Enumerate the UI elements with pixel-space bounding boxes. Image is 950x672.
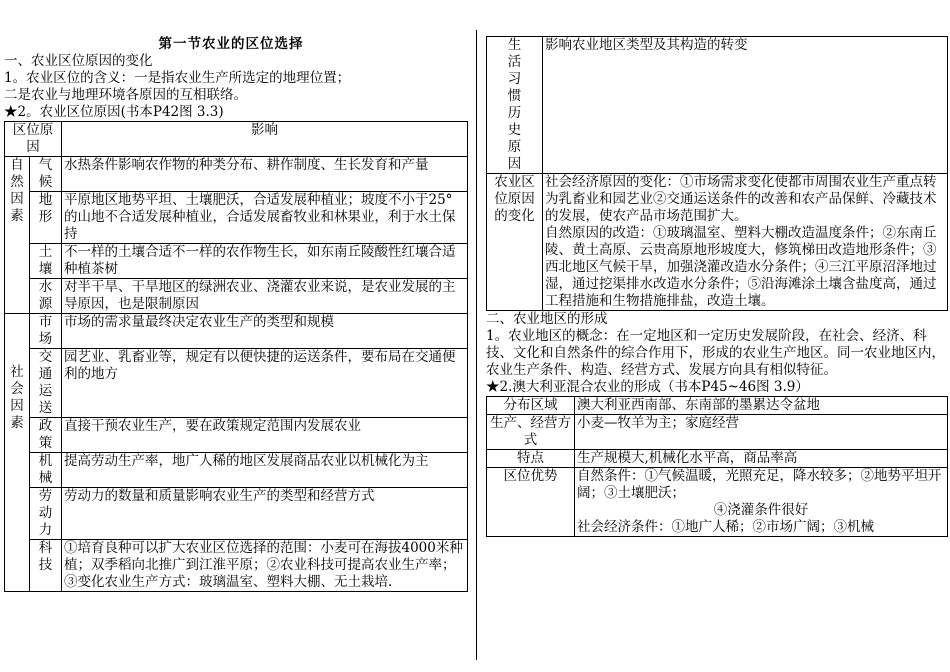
table-row: [5, 540, 468, 592]
change-table: [486, 36, 948, 311]
row-value: 生产规模大,机械化水平高，商品率高: [575, 450, 948, 468]
row-value: 市场的需求量最终决定农业生产的类型和规模: [62, 314, 468, 349]
social-economic-conditions: 社会经济条件：①地广人稀；②市场广阔；③机械: [577, 519, 874, 535]
row-key: 区位优势: [487, 468, 575, 537]
row-key-factor-change: 农业区位原因的变化: [487, 174, 543, 311]
table-row: [487, 415, 948, 450]
row-value: 对半干旱、干旱地区的绿洲农业、浇灌农业来说，是农业发展的主导原因，也是限制原因: [62, 279, 468, 314]
paragraph-australia-heading: ★2.澳大利亚混合农业的形成（书本P45~46图 3.9）: [486, 379, 809, 395]
table-row: [5, 244, 468, 279]
row-key: 科技: [30, 540, 62, 592]
table-row: [487, 37, 948, 174]
table-row: [5, 279, 468, 314]
paragraph-factors-heading: ★2。农业区位原因(书本P42图 3.3): [4, 104, 224, 120]
social-economic-change: 社会经济原因的变化：①市场需求变化使都市周围农业生产重点转为乳畜业和园艺业②交通运送条件的改善和农产品保鲜、冷藏技术的发展，使农产品市场范围扩大。: [545, 174, 937, 224]
table-row: [487, 397, 948, 415]
right-column: [486, 36, 948, 537]
row-value: 影响农业地区类型及其构造的转变: [543, 37, 948, 174]
row-key: 机械: [30, 453, 62, 488]
column-divider: [476, 30, 477, 660]
factor-table: [4, 121, 468, 592]
row-key: 市场: [30, 314, 62, 349]
row-value: 不一样的土壤合适不一样的农作物生长，如东南丘陵酸性红壤合适种植茶树: [62, 244, 468, 279]
natural-factor-change: 自然原因的改造：①玻璃温室、塑料大棚改造温度条件；②东南丘陵、黄土高原、云贵高原地形坡度大，修筑梯田改造地形条件；③西北地区气候干旱，加强浇灌改造水分条件；④三江平原沼泽地过湿，通过挖渠排水改造水分条件；⑤沿海滩涂土壤含盐度高，通过工程措施和生物措施排盐，改造土壤。: [545, 225, 937, 309]
table-row: [5, 192, 468, 244]
row-key: 特点: [487, 450, 575, 468]
row-value: [543, 174, 948, 311]
row-key: 水源: [30, 279, 62, 314]
table-row: [5, 157, 468, 192]
row-key: 生产、经营方式: [487, 415, 575, 450]
row-key-habit-history: 生活习惯历史原因: [487, 37, 543, 174]
table-row: [5, 488, 468, 540]
section-heading-1: 一、农业区位原因的变化: [4, 53, 153, 69]
table-header-row: [5, 122, 468, 157]
row-key: 分布区域: [487, 397, 575, 415]
row-value: 直接干预农业生产，要在政策规定范围内发展农业: [62, 418, 468, 453]
table-row: [487, 468, 948, 537]
page-title: 第一节农业的区位选择: [158, 36, 304, 52]
table-header-influence: 影响: [62, 122, 468, 157]
natural-conditions: 自然条件：①气候温暖，光照充足，降水较多；②地势平坦开阔；③土壤肥沃；: [577, 468, 942, 501]
group-social-factors: 社会因素: [5, 314, 30, 592]
paragraph-region-concept: 1。农业地区的概念：在一定地区和一定历史发展阶段，在社会、经济、科技、文化和自然条件的综合作用下，形成的农业生产地区。同一农业地区内，农业生产条件、构造、经营方式、发展方向具有相似特征。: [486, 328, 945, 378]
table-row: [5, 314, 468, 349]
row-value: [575, 468, 948, 537]
row-value: 水热条件影响农作物的种类分布、耕作制度、生长发育和产量: [62, 157, 468, 192]
left-column: [4, 36, 468, 592]
row-value: 小麦—牧羊为主；家庭经营: [575, 415, 948, 450]
group-natural-factors: 自然因素: [5, 157, 30, 314]
table-row: [5, 453, 468, 488]
row-key: 政策: [30, 418, 62, 453]
table-row: [487, 450, 948, 468]
table-row: [5, 349, 468, 418]
australia-table: [486, 396, 948, 537]
section-heading-2: 二、农业地区的形成: [486, 311, 608, 327]
irrigation-condition: ④浇灌条件很好: [713, 502, 809, 518]
row-value: 劳动力的数量和质量影响农业生产的类型和经营方式: [62, 488, 468, 540]
row-value: 平原地区地势平坦、土壤肥沃，合适发展种植业；坡度不小于25°的山地不合适发展种植业，合适发展畜牧业和林果业，利于水土保持: [62, 192, 468, 244]
paragraph-definition-line2: 二是农业与地理环境各原因的互相联络。: [4, 87, 247, 103]
row-value: 澳大利亚西南部、东南部的墨累达令盆地: [575, 397, 948, 415]
row-value: ①培育良种可以扩大农业区位选择的范围：小麦可在海拔4000米种植；双季稻向北推广到江淮平原；②农业科技可提高农业生产率；③变化农业生产方式：玻璃温室、塑料大棚、无土栽培.: [62, 540, 468, 592]
row-key: 劳动力: [30, 488, 62, 540]
row-value: 提高劳动生产率，地广人稀的地区发展商品农业以机械化为主: [62, 453, 468, 488]
row-key: 地形: [30, 192, 62, 244]
paragraph-definition-line1: 1。农业区位的含义：一是指农业生产所选定的地理位置；: [4, 70, 351, 86]
table-row: [487, 174, 948, 311]
row-key: 气候: [30, 157, 62, 192]
row-value: 园艺业、乳畜业等，规定有以便快捷的运送条件，要布局在交通便利的地方: [62, 349, 468, 418]
row-key: 土壤: [30, 244, 62, 279]
row-key: 交通运送: [30, 349, 62, 418]
table-header-factor: 区位原因: [5, 122, 62, 157]
table-row: [5, 418, 468, 453]
